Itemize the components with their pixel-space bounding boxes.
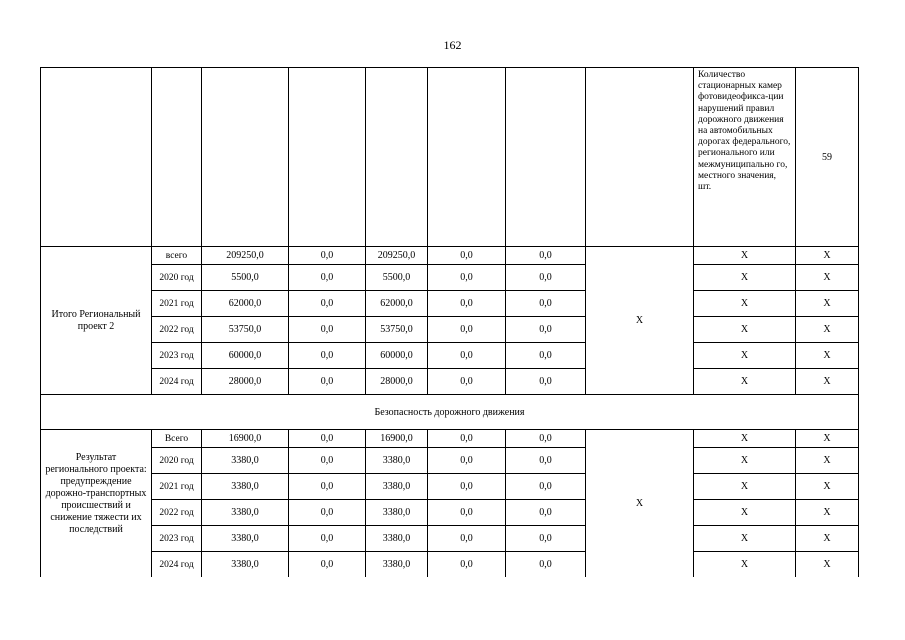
value-cell: 0,0 [506,369,586,395]
value-cell: 0,0 [428,291,506,317]
page-number: 162 [443,38,462,52]
x-mark: X [694,247,796,265]
empty-cell [506,68,586,247]
block-2-rows [41,430,859,578]
x-mark: X [694,317,796,343]
value-cell: 0,0 [506,317,586,343]
period-cell: 2024 год [152,369,202,395]
table-row [41,68,859,247]
budget-table [40,67,859,577]
x-mark: X [796,247,859,265]
value-cell: 62000,0 [366,291,428,317]
period-cell: 2020 год [152,448,202,474]
value-cell: 0,0 [428,317,506,343]
empty-cell [586,68,694,247]
value-cell: 53750,0 [366,317,428,343]
value-cell: 62000,0 [202,291,289,317]
section-title: Безопасность дорожного движения [41,395,859,430]
value-cell: 0,0 [506,291,586,317]
value-cell: 209250,0 [366,247,428,265]
period-cell: Всего [152,430,202,448]
table-row [41,500,859,526]
value-cell: 60000,0 [366,343,428,369]
empty-cell [366,68,428,247]
value-cell: 3380,0 [202,448,289,474]
empty-cell [428,68,506,247]
value-cell: 28000,0 [366,369,428,395]
x-mark: X [694,369,796,395]
value-cell: 209250,0 [202,247,289,265]
table-row [41,317,859,343]
value-cell: 3380,0 [202,474,289,500]
table-row [41,265,859,291]
value-cell: 0,0 [428,500,506,526]
value-cell: 0,0 [289,343,366,369]
period-cell: всего [152,247,202,265]
table-row [41,474,859,500]
x-mark: X [796,369,859,395]
value-cell: 0,0 [428,552,506,578]
x-mark: X [796,291,859,317]
x-mark: X [796,265,859,291]
table-row [41,448,859,474]
value-cell: 0,0 [506,500,586,526]
value-cell: 0,0 [428,265,506,291]
x-mark: X [796,448,859,474]
value-cell: 16900,0 [366,430,428,448]
value-cell: 0,0 [289,369,366,395]
x-mark: X [796,317,859,343]
value-cell: 0,0 [506,247,586,265]
row-group-label: Итого Региональный проект 2 [41,247,152,395]
period-cell: 2020 год [152,265,202,291]
table-row [41,369,859,395]
value-cell: 0,0 [506,526,586,552]
x-mark: X [694,500,796,526]
value-cell: 3380,0 [202,552,289,578]
value-cell: 5500,0 [366,265,428,291]
value-cell: 0,0 [506,265,586,291]
table-row [41,430,859,448]
period-cell: 2021 год [152,291,202,317]
value-cell: 0,0 [289,317,366,343]
period-cell: 2021 год [152,474,202,500]
x-mark: X [694,526,796,552]
period-cell: 2024 год [152,552,202,578]
period-cell: 2023 год [152,343,202,369]
x-mark: X [796,343,859,369]
value-cell: 0,0 [506,430,586,448]
value-cell: 0,0 [506,552,586,578]
block-1-rows [41,247,859,395]
x-mark: X [586,247,694,395]
value-cell: 0,0 [428,369,506,395]
indicator-value: 59 [796,68,859,247]
value-cell: 3380,0 [202,526,289,552]
x-mark: X [586,430,694,578]
value-cell: 0,0 [289,430,366,448]
value-cell: 16900,0 [202,430,289,448]
period-cell: 2022 год [152,317,202,343]
value-cell: 3380,0 [366,526,428,552]
x-mark: X [694,343,796,369]
value-cell: 3380,0 [366,474,428,500]
value-cell: 0,0 [289,265,366,291]
x-mark: X [796,430,859,448]
value-cell: 3380,0 [366,552,428,578]
value-cell: 0,0 [428,343,506,369]
table-row [41,395,859,430]
value-cell: 0,0 [289,448,366,474]
x-mark: X [694,291,796,317]
x-mark: X [694,474,796,500]
value-cell: 53750,0 [202,317,289,343]
value-cell: 5500,0 [202,265,289,291]
table-row [41,552,859,578]
row-group-label: Результат регионального проекта: предупреждение дорожно-транспортных происшествий и снижение тяжести их последствий [41,430,152,578]
value-cell: 0,0 [289,247,366,265]
value-cell: 0,0 [289,500,366,526]
x-mark: X [694,448,796,474]
table-row [41,291,859,317]
x-mark: X [796,474,859,500]
value-cell: 3380,0 [366,500,428,526]
value-cell: 0,0 [289,474,366,500]
x-mark: X [694,265,796,291]
value-cell: 0,0 [506,474,586,500]
value-cell: 0,0 [428,247,506,265]
x-mark: X [796,500,859,526]
indicator-name: Количество стационарных камер фотовидеофикса-ции нарушений правил дорожного движения на автомобильных дорогах федерального, регионального или межмуниципально го, местного значения, шт. [694,68,796,247]
value-cell: 3380,0 [202,500,289,526]
x-mark: X [796,526,859,552]
empty-cell [152,68,202,247]
value-cell: 0,0 [289,291,366,317]
period-cell: 2023 год [152,526,202,552]
table-row [41,526,859,552]
empty-cell [202,68,289,247]
value-cell: 0,0 [428,526,506,552]
x-mark: X [694,430,796,448]
value-cell: 28000,0 [202,369,289,395]
table-row [41,247,859,265]
x-mark: X [796,552,859,578]
x-mark: X [694,552,796,578]
table-row [41,343,859,369]
value-cell: 60000,0 [202,343,289,369]
value-cell: 0,0 [289,552,366,578]
period-cell: 2022 год [152,500,202,526]
value-cell: 3380,0 [366,448,428,474]
value-cell: 0,0 [428,474,506,500]
value-cell: 0,0 [506,343,586,369]
value-cell: 0,0 [289,526,366,552]
value-cell: 0,0 [428,448,506,474]
value-cell: 0,0 [506,448,586,474]
empty-cell [289,68,366,247]
empty-cell [41,68,152,247]
value-cell: 0,0 [428,430,506,448]
